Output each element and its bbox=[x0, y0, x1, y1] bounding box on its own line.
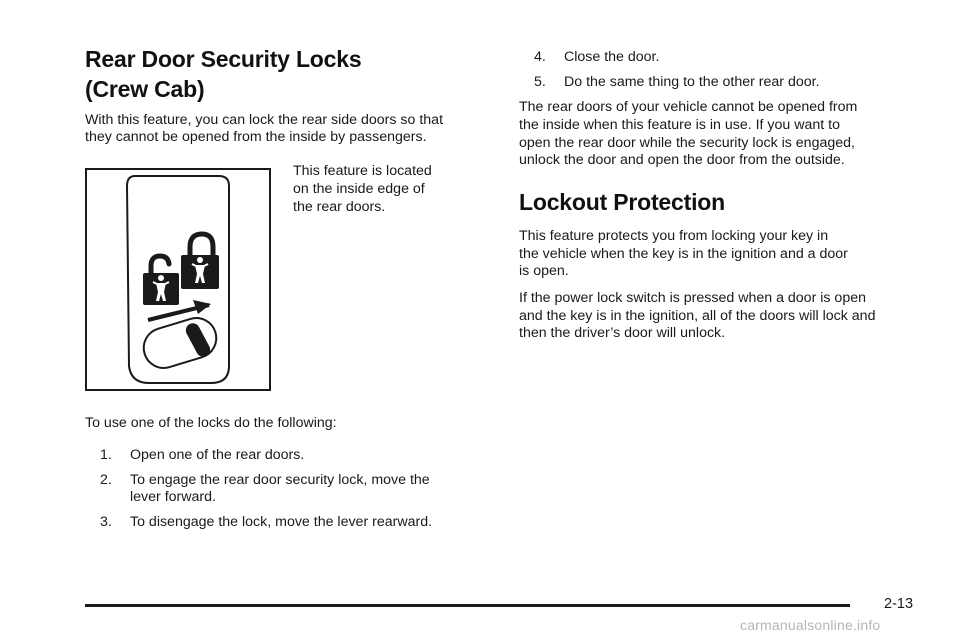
paragraph: and the key is in the ignition, all of the doors will lock and bbox=[519, 308, 876, 324]
steps-lead-in: To use one of the locks do the following: bbox=[85, 415, 337, 431]
footer-rule bbox=[85, 604, 850, 607]
page-number: 2-13 bbox=[884, 596, 914, 612]
list-item: 4. Close the door. bbox=[534, 49, 660, 65]
paragraph: The rear doors of your vehicle cannot be opened from bbox=[519, 99, 858, 115]
section-title-crew-cab: (Crew Cab) bbox=[85, 76, 205, 102]
paragraph: open the rear door while the security lock is engaged, bbox=[519, 135, 855, 151]
list-item: 2. To engage the rear door security lock, move the lever forward. bbox=[100, 472, 430, 505]
paragraph: This feature protects you from locking your key in bbox=[519, 228, 829, 244]
paragraph: is open. bbox=[519, 263, 569, 279]
intro-text: With this feature, you can lock the rear side doors so that bbox=[85, 112, 444, 128]
paragraph: the inside when this feature is in use. If you want to bbox=[519, 117, 840, 133]
paragraph: If the power lock switch is pressed when a door is open bbox=[519, 290, 866, 306]
figure-caption: This feature is located bbox=[293, 163, 432, 179]
paragraph: the vehicle when the key is in the ignition and a door bbox=[519, 246, 848, 262]
watermark: carmanualsonline.info bbox=[740, 617, 881, 633]
paragraph: then the driver’s door will unlock. bbox=[519, 325, 726, 341]
list-item: 5. Do the same thing to the other rear door. bbox=[534, 74, 820, 90]
list-item: 3. To disengage the lock, move the lever rearward. bbox=[100, 514, 433, 530]
section-title-rear-door-locks: Rear Door Security Locks bbox=[85, 46, 362, 72]
figure-caption: on the inside edge of bbox=[293, 181, 425, 197]
section-title-lockout-protection: Lockout Protection bbox=[519, 189, 725, 215]
child-lock-lever-figure bbox=[85, 168, 271, 391]
intro-text: they cannot be opened from the inside by passengers. bbox=[85, 129, 427, 145]
list-item: 1. Open one of the rear doors. bbox=[100, 447, 305, 463]
child-lock-lever-icon bbox=[87, 170, 269, 389]
paragraph: unlock the door and open the door from the outside. bbox=[519, 152, 845, 168]
figure-caption: the rear doors. bbox=[293, 199, 386, 215]
